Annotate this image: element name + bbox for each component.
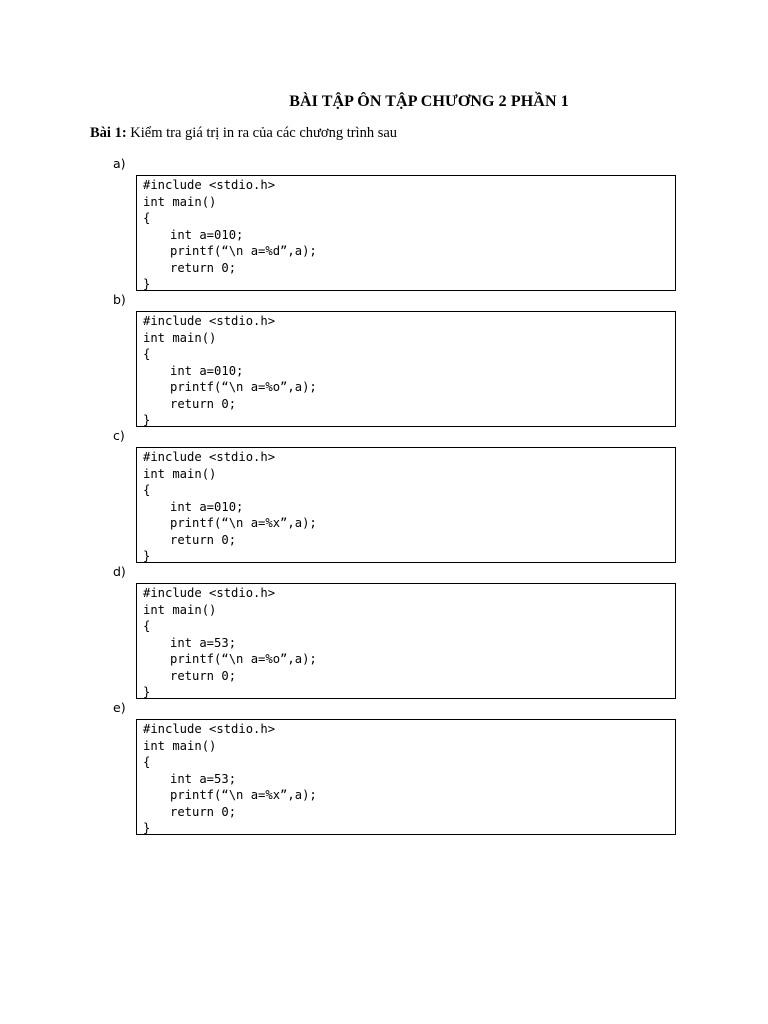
code-line: #include <stdio.h> — [143, 586, 276, 600]
code-box-a — [136, 175, 676, 291]
code-line: int main() — [143, 330, 217, 345]
code-line: } — [143, 277, 151, 291]
code-line: printf(“\n a=%o”,a); — [170, 652, 317, 666]
code-line: } — [143, 413, 151, 427]
code-line: } — [143, 685, 151, 699]
code-line: return 0; — [170, 396, 237, 411]
code-line: int a=53; — [170, 635, 237, 650]
code-line: return 0; — [170, 804, 237, 819]
code-line: return 0; — [170, 532, 237, 547]
code-box-c — [136, 447, 676, 563]
code-line: { — [143, 211, 151, 225]
code-line: { — [143, 483, 151, 497]
code-line: int a=010; — [170, 227, 244, 242]
code-line: return 0; — [170, 668, 237, 683]
code-line: int main() — [143, 602, 217, 617]
exercise-intro — [90, 125, 397, 142]
document-title: BÀI TẬP ÔN TẬP CHƯƠNG 2 PHẦN 1 — [289, 93, 569, 110]
exercise-label-a: a) — [113, 156, 126, 171]
code-line: } — [143, 821, 151, 835]
code-line: #include <stdio.h> — [143, 450, 276, 464]
code-line: #include <stdio.h> — [143, 314, 276, 328]
code-line: int main() — [143, 738, 217, 753]
code-line: int main() — [143, 194, 217, 209]
exercise-label-b: b) — [113, 292, 126, 307]
code-line: { — [143, 619, 151, 633]
code-box-e — [136, 719, 676, 835]
exercise-label-d: d) — [113, 564, 126, 579]
code-line: #include <stdio.h> — [143, 722, 276, 736]
code-box-b — [136, 311, 676, 427]
code-line: printf(“\n a=%d”,a); — [170, 244, 317, 258]
exercise-instruction: Kiểm tra giá trị in ra của các chương trình sau — [126, 125, 398, 141]
exercise-label-e: e) — [113, 700, 126, 715]
code-line: #include <stdio.h> — [143, 178, 276, 192]
exercise-number: Bài 1: — [90, 125, 127, 141]
code-line: return 0; — [170, 260, 237, 275]
code-box-d — [136, 583, 676, 699]
code-line: int a=53; — [170, 771, 237, 786]
code-line: { — [143, 347, 151, 361]
exercise-label-c: c) — [113, 428, 125, 443]
code-line: } — [143, 549, 151, 563]
code-line: printf(“\n a=%o”,a); — [170, 380, 317, 394]
code-line: int a=010; — [170, 499, 244, 514]
code-line: printf(“\n a=%x”,a); — [170, 788, 317, 802]
code-line: printf(“\n a=%x”,a); — [170, 516, 317, 530]
code-line: int a=010; — [170, 363, 244, 378]
code-line: int main() — [143, 466, 217, 481]
code-line: { — [143, 755, 151, 769]
